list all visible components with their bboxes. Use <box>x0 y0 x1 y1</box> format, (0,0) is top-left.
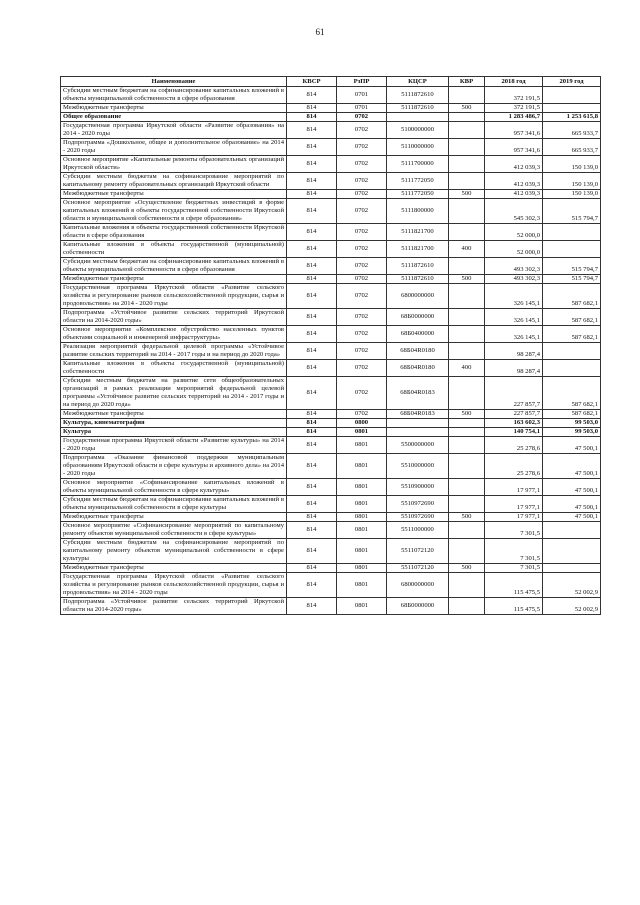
table-body <box>61 87 601 615</box>
table-row <box>61 275 601 284</box>
table-row <box>61 598 601 615</box>
cell-kcsr: 68Б04R0183 <box>387 410 449 419</box>
table-row <box>61 326 601 343</box>
cell-rzpr: 0702 <box>337 190 387 199</box>
cell-2019: 587 682,1 <box>543 309 601 326</box>
cell-name: Капитальные вложения в объекты государственной (муниципальной) собственности <box>61 360 287 377</box>
cell-rzpr: 0701 <box>337 104 387 113</box>
table-row <box>61 360 601 377</box>
table-header-row <box>61 77 601 87</box>
cell-kcsr: 5110000000 <box>387 139 449 156</box>
cell-2019: 665 933,7 <box>543 122 601 139</box>
cell-2018: 7 301,5 <box>485 522 543 539</box>
cell-kvr <box>449 122 485 139</box>
cell-kcsr: 68Б04R0180 <box>387 343 449 360</box>
cell-rzpr: 0801 <box>337 428 387 437</box>
cell-rzpr: 0801 <box>337 437 387 454</box>
cell-kcsr: 5500000000 <box>387 437 449 454</box>
cell-kvr <box>449 377 485 410</box>
cell-name: Субсидии местным бюджетам на софинансирование мероприятий по капитальному ремонту образовательных организаций Иркутской области <box>61 173 287 190</box>
cell-rzpr: 0702 <box>337 275 387 284</box>
cell-2018: 115 475,5 <box>485 573 543 598</box>
cell-name: Государственная программа Иркутской области «Развитие образования» на 2014 - 2020 годы <box>61 122 287 139</box>
table-row <box>61 428 601 437</box>
cell-rzpr: 0702 <box>337 199 387 224</box>
cell-kvr <box>449 573 485 598</box>
cell-2018: 163 602,3 <box>485 419 543 428</box>
cell-kvsr: 814 <box>287 122 337 139</box>
table-row <box>61 87 601 104</box>
cell-2018: 545 302,3 <box>485 199 543 224</box>
cell-kcsr <box>387 113 449 122</box>
cell-2019: 150 139,0 <box>543 173 601 190</box>
table-row <box>61 437 601 454</box>
cell-name: Субсидии местным бюджетам на софинансирование капитальных вложений в объекты муниципальной собственности в сфере образования <box>61 258 287 275</box>
cell-kvsr: 814 <box>287 479 337 496</box>
cell-rzpr: 0702 <box>337 343 387 360</box>
cell-name: Подпрограмма «Устойчивое развитие сельских территорий Иркутской области на 2014-2020 годы» <box>61 309 287 326</box>
table-row <box>61 139 601 156</box>
header-kvr: КВР <box>449 77 485 87</box>
cell-2019 <box>543 87 601 104</box>
table-row <box>61 122 601 139</box>
cell-kvsr: 814 <box>287 156 337 173</box>
cell-rzpr: 0702 <box>337 360 387 377</box>
budget-table <box>60 76 601 615</box>
cell-kcsr: 5510972690 <box>387 513 449 522</box>
cell-kcsr: 5511000000 <box>387 522 449 539</box>
cell-rzpr: 0702 <box>337 326 387 343</box>
cell-2019: 587 682,1 <box>543 284 601 309</box>
cell-2018: 372 191,5 <box>485 104 543 113</box>
cell-kcsr: 68Б04R0180 <box>387 360 449 377</box>
cell-rzpr: 0702 <box>337 309 387 326</box>
cell-kvr <box>449 139 485 156</box>
cell-name: Реализация мероприятий федеральной целевой программы «Устойчивое развитие сельских территорий на 2014 - 2017 годы и на период до 2020 года» <box>61 343 287 360</box>
cell-name: Основное мероприятие «Софинансирование мероприятий по капитальному ремонту объектов муниципальной собственности в сфере культуры» <box>61 522 287 539</box>
table-row <box>61 513 601 522</box>
cell-2018: 326 145,1 <box>485 284 543 309</box>
cell-kvsr: 814 <box>287 419 337 428</box>
cell-kvr: 500 <box>449 410 485 419</box>
cell-kvsr: 814 <box>287 284 337 309</box>
cell-rzpr: 0801 <box>337 496 387 513</box>
cell-2018: 115 475,5 <box>485 598 543 615</box>
cell-kvr <box>449 309 485 326</box>
cell-rzpr: 0702 <box>337 173 387 190</box>
cell-kcsr: 5111821700 <box>387 241 449 258</box>
cell-kcsr: 5111800000 <box>387 199 449 224</box>
cell-kcsr: 5510900000 <box>387 479 449 496</box>
cell-2018: 25 278,6 <box>485 454 543 479</box>
cell-kcsr: 5111872610 <box>387 275 449 284</box>
cell-kvr <box>449 326 485 343</box>
table-row <box>61 343 601 360</box>
table-row <box>61 410 601 419</box>
cell-2019: 587 682,1 <box>543 410 601 419</box>
cell-2018: 52 000,0 <box>485 224 543 241</box>
cell-rzpr: 0801 <box>337 522 387 539</box>
cell-kvr <box>449 173 485 190</box>
cell-name: Субсидии местным бюджетам на софинансирование мероприятий по капитальному ремонту объектов муниципальной собственности в сфере культуры <box>61 539 287 564</box>
cell-2019: 1 253 615,8 <box>543 113 601 122</box>
cell-rzpr: 0702 <box>337 258 387 275</box>
cell-rzpr: 0702 <box>337 139 387 156</box>
cell-2018: 1 283 486,7 <box>485 113 543 122</box>
cell-kvr <box>449 539 485 564</box>
cell-kvr <box>449 598 485 615</box>
cell-rzpr: 0801 <box>337 564 387 573</box>
table-row <box>61 573 601 598</box>
header-name: Наименование <box>61 77 287 87</box>
cell-kvsr: 814 <box>287 326 337 343</box>
cell-2018: 17 977,1 <box>485 513 543 522</box>
cell-kvr <box>449 343 485 360</box>
cell-name: Подпрограмма «Оказание финансовой поддержки муниципальным образованиям Иркутской области в сфере культуры и архивного дела» на 2014 - 2020 годы <box>61 454 287 479</box>
cell-kvr <box>449 479 485 496</box>
cell-kcsr: 68Б04R0183 <box>387 377 449 410</box>
cell-2018: 52 000,0 <box>485 241 543 258</box>
cell-name: Культура, кинематография <box>61 419 287 428</box>
cell-2019: 52 002,9 <box>543 598 601 615</box>
cell-rzpr: 0801 <box>337 598 387 615</box>
cell-2018: 227 857,7 <box>485 410 543 419</box>
cell-name: Государственная программа Иркутской области «Развитие сельского хозяйства и регулирование рынков сельскохозяйственной продукции, сырья и продовольствия» на 2014 - 2020 годы <box>61 284 287 309</box>
cell-name: Государственная программа Иркутской области «Развитие культуры» на 2014 - 2020 годы <box>61 437 287 454</box>
header-2018: 2018 год <box>485 77 543 87</box>
cell-kcsr: 68Б0000000 <box>387 598 449 615</box>
cell-2019: 47 500,1 <box>543 454 601 479</box>
cell-rzpr: 0701 <box>337 87 387 104</box>
cell-kvsr: 814 <box>287 139 337 156</box>
cell-kvr: 500 <box>449 275 485 284</box>
cell-kcsr: 5111821700 <box>387 224 449 241</box>
cell-2019 <box>543 539 601 564</box>
cell-rzpr: 0801 <box>337 479 387 496</box>
table-row <box>61 309 601 326</box>
cell-kvsr: 814 <box>287 454 337 479</box>
cell-2019: 587 682,1 <box>543 326 601 343</box>
cell-2018: 25 278,6 <box>485 437 543 454</box>
cell-name: Межбюджетные трансферты <box>61 513 287 522</box>
cell-2018: 98 287,4 <box>485 343 543 360</box>
cell-kcsr: 6800000000 <box>387 573 449 598</box>
table-row <box>61 454 601 479</box>
cell-kvr <box>449 284 485 309</box>
cell-kvsr: 814 <box>287 360 337 377</box>
table-row <box>61 377 601 410</box>
cell-name: Межбюджетные трансферты <box>61 410 287 419</box>
cell-2019: 587 682,1 <box>543 377 601 410</box>
cell-kvr <box>449 437 485 454</box>
cell-kvr <box>449 113 485 122</box>
cell-kvsr: 814 <box>287 539 337 564</box>
table-row <box>61 113 601 122</box>
cell-rzpr: 0801 <box>337 573 387 598</box>
cell-2019 <box>543 522 601 539</box>
cell-2018: 17 977,1 <box>485 496 543 513</box>
cell-rzpr: 0702 <box>337 410 387 419</box>
cell-2018: 227 857,7 <box>485 377 543 410</box>
table-row <box>61 241 601 258</box>
header-rzpr: РзПР <box>337 77 387 87</box>
cell-rzpr: 0801 <box>337 454 387 479</box>
cell-kvr: 400 <box>449 241 485 258</box>
cell-2018: 957 341,6 <box>485 122 543 139</box>
cell-kcsr <box>387 428 449 437</box>
table-row <box>61 479 601 496</box>
cell-2019: 99 503,0 <box>543 419 601 428</box>
cell-kvsr: 814 <box>287 513 337 522</box>
cell-kvsr: 814 <box>287 87 337 104</box>
cell-name: Субсидии местным бюджетам на софинансирование капитальных вложений в объекты муниципальной собственности в сфере образования <box>61 87 287 104</box>
cell-kvr <box>449 428 485 437</box>
cell-2019: 515 794,7 <box>543 275 601 284</box>
cell-2018: 17 977,1 <box>485 479 543 496</box>
cell-kvr: 400 <box>449 360 485 377</box>
cell-2019 <box>543 104 601 113</box>
cell-kvr <box>449 419 485 428</box>
cell-2019: 47 500,1 <box>543 479 601 496</box>
cell-rzpr: 0702 <box>337 122 387 139</box>
cell-2019: 47 500,1 <box>543 496 601 513</box>
cell-2018: 98 287,4 <box>485 360 543 377</box>
cell-name: Основное мероприятие «Капитальные ремонты образовательных организаций Иркутской области» <box>61 156 287 173</box>
table-row <box>61 104 601 113</box>
cell-kvr <box>449 156 485 173</box>
cell-name: Основное мероприятие «Софинансирование капитальных вложений в объекты муниципальной собственности в сфере культуры» <box>61 479 287 496</box>
cell-2018: 326 145,1 <box>485 326 543 343</box>
cell-2018: 372 191,5 <box>485 87 543 104</box>
cell-kcsr: 5111872610 <box>387 258 449 275</box>
cell-kvr <box>449 522 485 539</box>
cell-2019: 150 139,0 <box>543 156 601 173</box>
cell-2019: 47 500,1 <box>543 513 601 522</box>
cell-kvr <box>449 454 485 479</box>
cell-name: Субсидии местным бюджетам на софинансирование капитальных вложений в объекты муниципальной собственности в сфере культуры <box>61 496 287 513</box>
cell-kvsr: 814 <box>287 224 337 241</box>
cell-2018: 412 039,3 <box>485 173 543 190</box>
cell-rzpr: 0801 <box>337 513 387 522</box>
cell-kcsr: 5111772050 <box>387 190 449 199</box>
cell-name: Основное мероприятие «Комплексное обустройство населенных пунктов объектами социальной и инженерной инфраструктуры» <box>61 326 287 343</box>
table-row <box>61 173 601 190</box>
table-row <box>61 522 601 539</box>
cell-name: Межбюджетные трансферты <box>61 275 287 284</box>
cell-kvsr: 814 <box>287 522 337 539</box>
table-row <box>61 564 601 573</box>
header-2019: 2019 год <box>543 77 601 87</box>
cell-2019 <box>543 241 601 258</box>
cell-kcsr <box>387 419 449 428</box>
cell-rzpr: 0702 <box>337 113 387 122</box>
cell-kvr <box>449 87 485 104</box>
cell-2019: 52 002,9 <box>543 573 601 598</box>
table-row <box>61 496 601 513</box>
cell-kcsr: 5100000000 <box>387 122 449 139</box>
cell-name: Межбюджетные трансферты <box>61 104 287 113</box>
cell-2018: 140 754,1 <box>485 428 543 437</box>
cell-kvsr: 814 <box>287 343 337 360</box>
cell-rzpr: 0702 <box>337 156 387 173</box>
cell-name: Государственная программа Иркутской области «Развитие сельского хозяйства и регулирование рынков сельскохозяйственной продукции, сырья и продовольствия» на 2014 - 2020 годы <box>61 573 287 598</box>
cell-kcsr: 5510000000 <box>387 454 449 479</box>
cell-2018: 957 341,6 <box>485 139 543 156</box>
cell-rzpr: 0702 <box>337 241 387 258</box>
cell-kvsr: 814 <box>287 190 337 199</box>
cell-2018: 326 145,1 <box>485 309 543 326</box>
cell-kvsr: 814 <box>287 241 337 258</box>
cell-name: Общее образование <box>61 113 287 122</box>
cell-name: Капитальные вложения в объекты государственной собственности Иркутской области в сфере образования <box>61 224 287 241</box>
cell-kcsr: 5111872610 <box>387 104 449 113</box>
cell-name: Капитальные вложения в объекты государственной (муниципальной) собственности <box>61 241 287 258</box>
cell-kvsr: 814 <box>287 564 337 573</box>
cell-name: Основное мероприятие «Осуществление бюджетных инвестиций в форме капитальных вложений в объекты государственной собственности Иркутской области и муниципальной собственности в сфере образования» <box>61 199 287 224</box>
table-row <box>61 539 601 564</box>
cell-2019: 99 503,0 <box>543 428 601 437</box>
cell-rzpr: 0702 <box>337 284 387 309</box>
cell-name: Культура <box>61 428 287 437</box>
cell-kvsr: 814 <box>287 428 337 437</box>
header-kcsr: КЦСР <box>387 77 449 87</box>
cell-kcsr: 5111772050 <box>387 173 449 190</box>
cell-rzpr: 0702 <box>337 224 387 241</box>
cell-kcsr: 68Б0400000 <box>387 326 449 343</box>
cell-kcsr: 5111872610 <box>387 87 449 104</box>
cell-2018: 412 039,3 <box>485 156 543 173</box>
cell-kvsr: 814 <box>287 173 337 190</box>
table-row <box>61 199 601 224</box>
table-row <box>61 284 601 309</box>
cell-2019: 150 139,0 <box>543 190 601 199</box>
table-row <box>61 258 601 275</box>
cell-2019: 515 794,7 <box>543 199 601 224</box>
cell-kvr: 500 <box>449 104 485 113</box>
cell-kcsr: 5510972690 <box>387 496 449 513</box>
cell-2018: 412 039,3 <box>485 190 543 199</box>
cell-kvr <box>449 199 485 224</box>
cell-kcsr: 5511072120 <box>387 539 449 564</box>
cell-name: Субсидии местным бюджетам на развитие сети общеобразовательных организаций в рамках реализации мероприятий федеральной целевой программы «Устойчивое развитие сельских территорий на 2014 - 2017 годы и на период до 2020 года» <box>61 377 287 410</box>
cell-kvsr: 814 <box>287 258 337 275</box>
cell-kvsr: 814 <box>287 573 337 598</box>
cell-2018: 7 301,5 <box>485 564 543 573</box>
header-kvsr: КВСР <box>287 77 337 87</box>
cell-name: Межбюджетные трансферты <box>61 190 287 199</box>
cell-name: Подпрограмма «Дошкольное, общее и дополнительное образование» на 2014 - 2020 годы <box>61 139 287 156</box>
cell-kvr <box>449 496 485 513</box>
cell-kvsr: 814 <box>287 437 337 454</box>
cell-kcsr: 5511072120 <box>387 564 449 573</box>
cell-rzpr: 0702 <box>337 377 387 410</box>
cell-kvsr: 814 <box>287 113 337 122</box>
cell-2019 <box>543 564 601 573</box>
table-row <box>61 224 601 241</box>
table-row <box>61 156 601 173</box>
cell-2019 <box>543 343 601 360</box>
cell-kvr: 500 <box>449 513 485 522</box>
table-row <box>61 190 601 199</box>
cell-kvsr: 814 <box>287 410 337 419</box>
cell-kvsr: 814 <box>287 598 337 615</box>
table-row <box>61 419 601 428</box>
cell-kcsr: 6800000000 <box>387 284 449 309</box>
cell-kvr <box>449 224 485 241</box>
cell-kvr: 500 <box>449 190 485 199</box>
cell-kvsr: 814 <box>287 275 337 284</box>
cell-rzpr: 0801 <box>337 539 387 564</box>
cell-2019 <box>543 360 601 377</box>
cell-name: Подпрограмма «Устойчивое развитие сельских территорий Иркутской области на 2014-2020 годы» <box>61 598 287 615</box>
cell-kvr: 500 <box>449 564 485 573</box>
cell-2019: 47 500,1 <box>543 437 601 454</box>
cell-2019 <box>543 224 601 241</box>
cell-2019: 665 933,7 <box>543 139 601 156</box>
cell-name: Межбюджетные трансферты <box>61 564 287 573</box>
cell-2019: 515 794,7 <box>543 258 601 275</box>
cell-rzpr: 0800 <box>337 419 387 428</box>
cell-kvsr: 814 <box>287 104 337 113</box>
cell-kvsr: 814 <box>287 377 337 410</box>
cell-2018: 7 301,5 <box>485 539 543 564</box>
cell-kvsr: 814 <box>287 199 337 224</box>
cell-2018: 493 302,3 <box>485 258 543 275</box>
cell-kvsr: 814 <box>287 496 337 513</box>
cell-kvsr: 814 <box>287 309 337 326</box>
cell-kcsr: 68Б0000000 <box>387 309 449 326</box>
page-number: 61 <box>315 27 325 37</box>
cell-kvr <box>449 258 485 275</box>
cell-2018: 493 302,3 <box>485 275 543 284</box>
cell-kcsr: 5111700000 <box>387 156 449 173</box>
